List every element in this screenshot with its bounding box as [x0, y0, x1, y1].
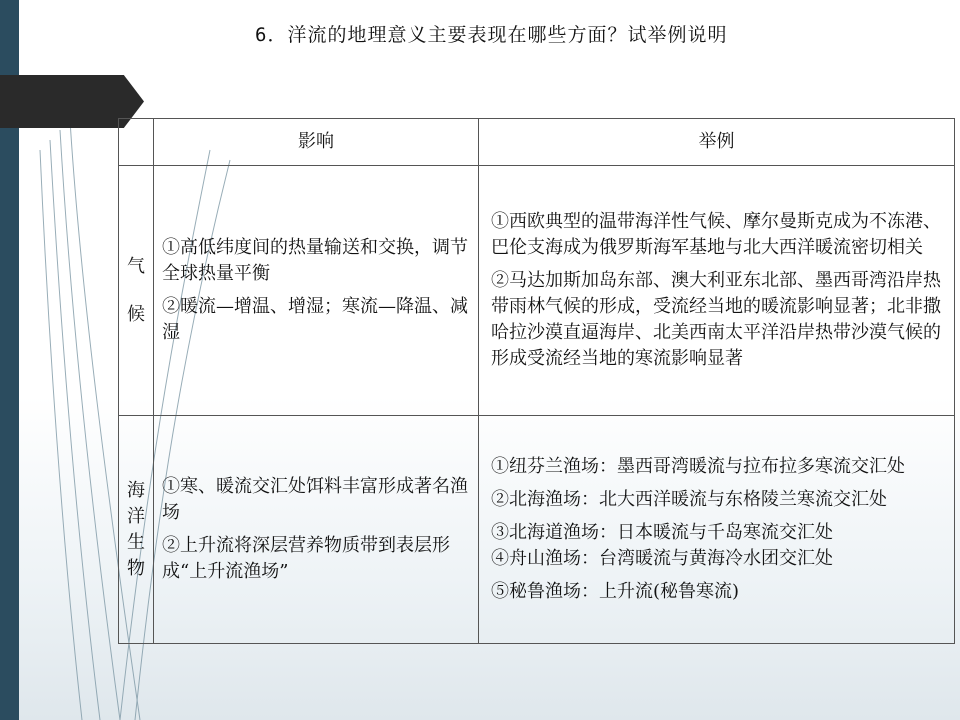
example-item: ①西欧典型的温带海洋性气候、摩尔曼斯克成为不冻港、巴伦支海成为俄罗斯海军基地与北大西洋暖流密切相关 — [491, 211, 941, 258]
impact-item: ①高低纬度间的热量输送和交换，调节全球热量平衡 — [162, 237, 468, 284]
impact-item: ②暖流—增温、增湿；寒流—降温、减湿 — [162, 296, 468, 343]
ocean-current-table — [118, 118, 955, 644]
impact-cell-marine-life — [154, 416, 479, 644]
example-item: ⑤秘鲁渔场：上升流(秘鲁寒流) — [491, 581, 740, 602]
impact-cell-climate — [154, 166, 479, 416]
category-char: 海 — [127, 479, 145, 501]
example-item: ②马达加斯加岛东部、澳大利亚东北部、墨西哥湾沿岸热带雨林气候的形成，受流经当地的暖流影响显著；北非撒哈拉沙漠直逼海岸、北美西南太平洋沿岸热带沙漠气候的形成受流经当地的寒流影响显著 — [491, 270, 941, 369]
category-char: 气 — [127, 255, 145, 277]
table-header-row — [119, 119, 955, 166]
header-impact: 影响 — [154, 119, 479, 166]
example-item: ②北海渔场：北大西洋暖流与东格陵兰寒流交汇处 — [491, 489, 887, 510]
example-cell-marine-life — [479, 416, 955, 644]
category-char: 洋 — [127, 505, 145, 527]
category-char: 候 — [127, 303, 145, 325]
example-item: ①纽芬兰渔场：墨西哥湾暖流与拉布拉多寒流交汇处 — [491, 456, 905, 477]
header-example: 举例 — [479, 119, 955, 166]
category-marine-life — [119, 416, 154, 644]
example-cell-climate — [479, 166, 955, 416]
header-corner — [119, 119, 154, 166]
example-item: ④舟山渔场：台湾暖流与黄海冷水团交汇处 — [491, 548, 833, 569]
page-title: 6．洋流的地理意义主要表现在哪些方面？试举例说明 — [255, 24, 728, 46]
table-row-marine-life — [119, 416, 955, 644]
impact-item: ②上升流将深层营养物质带到表层形成“上升流渔场” — [162, 535, 450, 582]
impact-item: ①寒、暖流交汇处饵料丰富形成著名渔场 — [162, 476, 468, 523]
category-char: 物 — [127, 557, 145, 579]
category-climate — [119, 166, 154, 416]
example-item: ③北海道渔场：日本暖流与千岛寒流交汇处 — [491, 522, 833, 543]
category-char: 生 — [127, 531, 145, 553]
table-row-climate — [119, 166, 955, 416]
